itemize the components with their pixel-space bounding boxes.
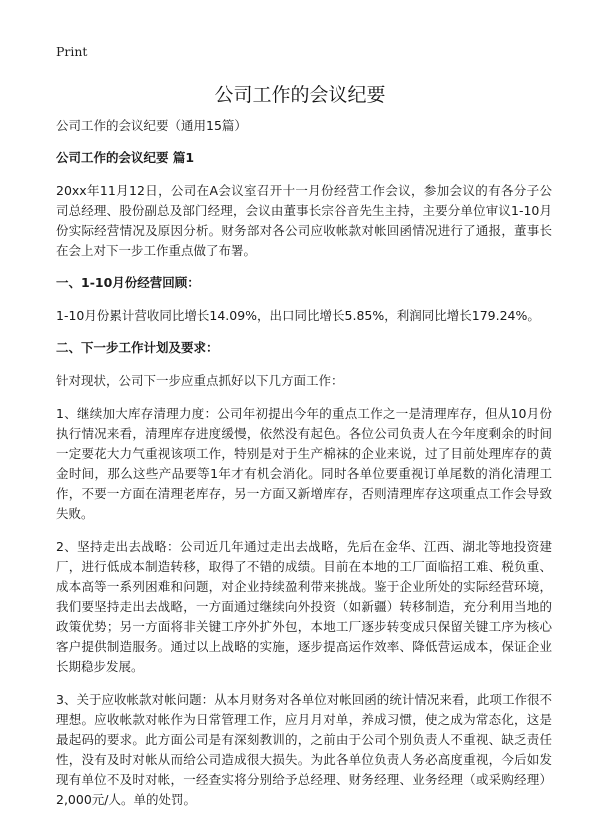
item3-paragraph: 3、关于应收帐款对帐问题：从本月财务对各单位对帐回函的统计情况来看，此项工作很不理想。应收帐款对帐作为日常管理工作，应月月对单，养成习惯，使之成为常态化，这是最起码的要求。此方面公司是有深刻教训的，之前由于公司个别负责人不重视、缺乏责任性，没有及时对帐从而给公司造成很大损失。为此各单位负责人务必高度重视，今后如发现有单位不及时对帐，一经查实将分别给予总经理、财务经理、业务经理（或采购经理）2,000元/人。单的处罚。 bbox=[56, 692, 552, 807]
article-body bbox=[56, 117, 552, 823]
section2-heading: 二、下一步工作计划及要求： bbox=[56, 340, 219, 355]
article-heading: 公司工作的会议纪要 篇1 bbox=[56, 150, 195, 165]
item2-paragraph: 2、坚持走出去战略：公司近几年通过走出去战略，先后在金华、江西、湖北等地投资建厂，进行低成本制造转移，取得了不错的成绩。目前在本地的工厂面临招工难、税负重、成本高等一系列困难和问题，对企业持续盈利带来挑战。鉴于企业所处的实际经营环境，我们要坚持走出去战略，一方面通过继续向外投资（如新疆）转移制造，充分利用当地的政策优势；另一方面将非关键工序外扩外包，本地工厂逐步转变成只保留关键工序为核心客户提供制造服务。通过以上战略的实施，逐步提高运作效率、降低营运成本，保证企业长期稳步发展。 bbox=[56, 539, 552, 674]
item1-paragraph: 1、继续加大库存清理力度：公司年初提出今年的重点工作之一是清理库存，但从10月份执行情况来看，清理库存进度缓慢，依然没有起色。各位公司负责人在今年度剩余的时间一定要花大力气重视该项工作，特别是对于生产棉袜的企业来说，过了目前处理库存的黄金时间，那么这些产品要等1年才有机会消化。同时各单位要重视订单尾数的消化清理工作，不要一方面在清理老库存，另一方面又新增库存，否则清理库存这项重点工作会导致失败。 bbox=[56, 406, 552, 521]
section1-heading: 一、1-10月份经营回顾： bbox=[56, 275, 200, 290]
section2-intro: 针对现状，公司下一步应重点抓好以下几方面工作： bbox=[56, 373, 344, 388]
section1-paragraph: 1-10月份累计营收同比增长14.09%，出口同比增长5.85%，利润同比增长179.24%。 bbox=[56, 308, 540, 323]
print-link[interactable]: Print bbox=[56, 44, 88, 59]
article-subtitle: 公司工作的会议纪要（通用15篇） bbox=[56, 118, 247, 133]
intro-paragraph: 20xx年11月12日，公司在A会议室召开十一月份经营工作会议，参加会议的有各分子公司总经理、股份副总及部门经理，会议由董事长宗谷音先生主持，主要分单位审议1-10月份实际经营情况及原因分析。财务部对各公司应收帐款对帐回函情况进行了通报，董事长在会上对下一步工作重点做了布署。 bbox=[56, 183, 552, 258]
page-title: 公司工作的会议纪要 bbox=[214, 84, 386, 106]
